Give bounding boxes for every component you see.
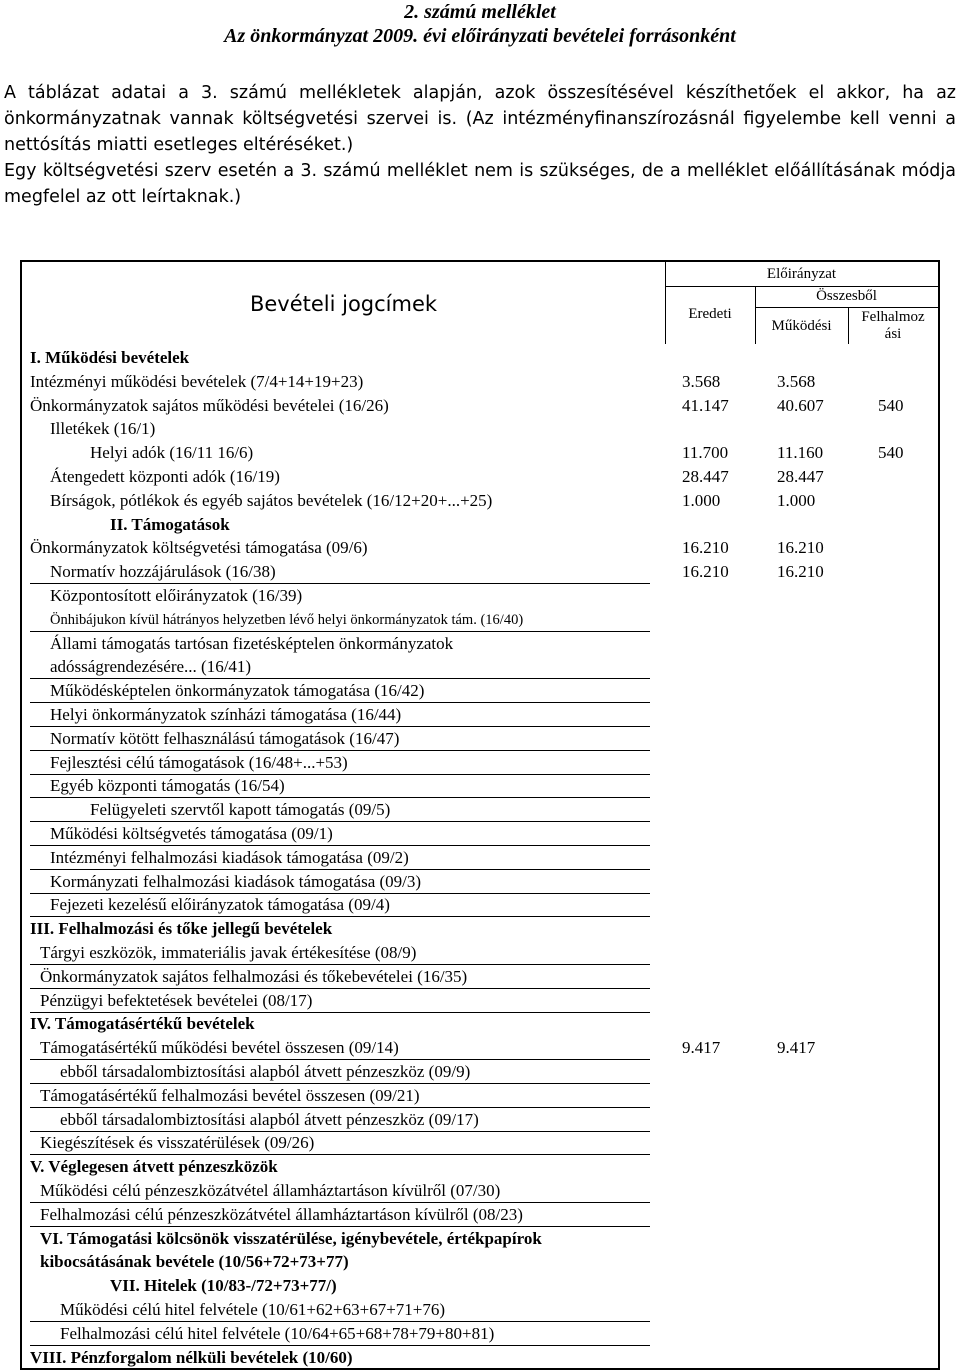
table-row [22,822,938,846]
header-line-eloiranyzat [665,286,938,287]
table-row [22,608,938,632]
row-label: II. Támogatások [110,514,230,534]
table-row [22,560,938,584]
row-label: IV. Támogatásértékű bevételek [30,1014,255,1034]
header-mukodesi: Működési [771,318,832,334]
table-row [22,965,938,989]
table-row [22,1179,938,1203]
table-row [22,679,938,703]
cell-eredeti: 9.417 [682,1038,721,1058]
row-label: Támogatásértékű felhalmozási bevétel összesen (09/21) [40,1085,420,1105]
row-label: Normatív hozzájárulások (16/38) [50,562,276,582]
table-row [22,1322,938,1346]
table-row [22,632,938,656]
row-label: Intézményi felhalmozási kiadások támogatása (09/2) [50,847,409,867]
row-label: Központosított előirányzatok (16/39) [50,586,303,605]
table-row [22,489,938,513]
row-label: Működési célú hitel felvétele (10/61+62+63+67+71+76) [60,1300,446,1319]
table-row [22,751,938,775]
intro-text [4,80,956,210]
header-line-osszesbol [755,307,938,308]
table-row [22,346,938,370]
row-label: Kiegészítések és visszatérülések (09/26) [40,1133,315,1153]
row-label: Működési célú pénzeszközátvétel államháztartáson kívülről (07/30) [40,1181,501,1200]
cell-mukodesi: 1.000 [777,490,816,510]
table-row [22,703,938,727]
row-label: Állami támogatás tartósan fizetésképtelen önkormányzatok [50,633,454,653]
cell-mukodesi: 16.210 [777,562,824,582]
table-row [22,1108,938,1132]
row-label: Támogatásértékű működési bevétel összesen (09/14) [40,1038,399,1058]
header-eloiranyzat: Előirányzat [766,266,837,282]
row-label: Önkormányzatok költségvetési támogatása (09/6) [30,538,368,558]
row-label: Pénzügyi befektetések bevételei (08/17) [40,990,313,1010]
header-eredeti: Eredeti [688,306,732,322]
row-label: I. Működési bevételek [30,348,190,367]
cell-eredeti: 3.568 [682,371,721,391]
row-label: Kormányzati felhalmozási kiadások támogatása (09/3) [50,871,422,891]
row-label: V. Véglegesen átvett pénzeszközök [30,1157,278,1177]
table-row [22,893,938,917]
header-bevételi-jogcimek: Bevételi jogcímek [249,292,438,316]
table-row [22,1298,938,1322]
cell-eredeti: 16.210 [682,538,729,558]
row-label: Fejlesztési célú támogatások (16/48+...+53) [50,752,348,772]
cell-eredeti: 28.447 [682,467,729,486]
table-row [22,917,938,941]
row-label: Helyi adók (16/11 16/6) [90,443,254,463]
row-label: Felhalmozási célú pénzeszközátvétel államháztartáson kívülről (08/23) [40,1204,523,1224]
row-label: Átengedett központi adók (16/19) [50,467,280,486]
intro-paragraph-2: Egy költségvetési szerv esetén a 3. számú melléklet nem is szükséges, de a melléklet előállításának módja megfelel az ott leírtaknak.) [4,161,956,207]
table-row [22,1346,938,1370]
cell-mukodesi: 9.417 [777,1038,816,1058]
title-line-1: 2. számú melléklet [404,1,556,23]
table-row [22,941,938,965]
table-row [22,870,938,894]
table-row [22,774,938,798]
row-label: Illetékek (16/1) [50,419,156,439]
cell-mukodesi: 40.607 [777,395,824,415]
row-label: Önhibájukon kívül hátrányos helyzetben lévő helyi önkormányzatok tám. (16/40) [50,611,524,628]
table-row [22,394,938,418]
table-row [22,1203,938,1227]
table-row [22,1060,938,1084]
row-label: III. Felhalmozási és tőke jellegű bevételek [30,919,333,939]
table-row [22,798,938,822]
cell-felhalmozasi: 540 [878,443,904,463]
table-row [22,989,938,1013]
title-line-2: Az önkormányzat 2009. évi előirányzati bevételei forrásonként [224,25,736,47]
row-label: Helyi önkormányzatok színházi támogatása (16/44) [50,705,402,724]
row-label: ebből társadalombiztosítási alapból átvett pénzeszköz (09/17) [60,1109,479,1129]
table-row [22,584,938,608]
revenue-table [20,260,940,1370]
table-row [22,370,938,394]
table-row [22,1155,938,1179]
cell-eredeti: 41.147 [682,395,729,415]
row-label: VIII. Pénzforgalom nélküli bevételek (10/60) [30,1347,353,1367]
table-row [22,513,938,537]
table-row [22,1131,938,1155]
row-label: Működési költségvetés támogatása (09/1) [50,824,333,843]
table-row [22,846,938,870]
table-row [22,1274,938,1298]
row-label: Intézményi működési bevételek (7/4+14+19+23) [30,371,364,391]
cell-mukodesi: 3.568 [777,371,816,391]
row-label: Működésképtelen önkormányzatok támogatása (16/42) [50,681,425,701]
row-label: Normatív kötött felhasználású támogatások (16/47) [50,728,400,748]
cell-mukodesi: 28.447 [777,467,824,486]
header-osszesbol: Összesből [816,288,877,304]
table-row [22,1084,938,1108]
header-felhalmozasi-line1: Felhalmoz [861,309,925,325]
row-label: Önkormányzatok sajátos működési bevételei (16/26) [30,395,389,415]
table-row [22,727,938,751]
header-felhalmozasi-line2: ási [884,326,902,342]
row-label: kibocsátásának bevétele (10/56+72+73+77) [40,1252,349,1272]
cell-eredeti: 11.700 [682,443,729,463]
table-row [22,417,938,441]
table-row [22,536,938,560]
cell-mukodesi: 16.210 [777,538,824,558]
row-label: Tárgyi eszközök, immateriális javak értékesítése (08/9) [40,943,417,962]
row-label: VI. Támogatási kölcsönök visszatérülése, igénybevétele, értékpapírok [40,1228,542,1248]
cell-felhalmozasi: 540 [878,395,904,415]
row-label: Felhalmozási célú hitel felvétele (10/64+65+68+78+79+80+81) [60,1323,495,1343]
table-row [22,655,938,679]
row-label: VII. Hitelek (10/83-/72+73+77/) [110,1276,337,1296]
row-label: Felügyeleti szervtől kapott támogatás (09/5) [90,800,391,820]
row-label: Fejezeti kezelésű előirányzatok támogatása (09/4) [50,895,390,915]
row-label: Önkormányzatok sajátos felhalmozási és tőkebevételei (16/35) [40,966,468,986]
table-row [22,1012,938,1036]
intro-paragraph-1: A táblázat adatai a 3. számú mellékletek alapján, azok összesítésével készíthetőek el akkor, ha az önkormányzatnak vannak költségvetési szervei is. (Az intézményfinanszírozásnál figyelembe kell venni a nettósítás miatti esetleges eltéréséket.) [4,83,956,155]
cell-eredeti: 16.210 [682,562,729,582]
table-row [22,465,938,489]
table-row [22,441,938,465]
cell-mukodesi: 11.160 [777,443,824,463]
cell-eredeti: 1.000 [682,490,721,510]
table-row [22,1036,938,1060]
row-label: adósságrendezésére... (16/41) [50,657,252,677]
row-label: Egyéb központi támogatás (16/54) [50,776,285,796]
row-label: ebből társadalombiztosítási alapból átvett pénzeszköz (09/9) [60,1062,471,1081]
table-row [22,1250,938,1274]
table-row [22,1227,938,1251]
row-label: Bírságok, pótlékok és egyéb sajátos bevételek (16/12+20+...+25) [50,490,493,510]
